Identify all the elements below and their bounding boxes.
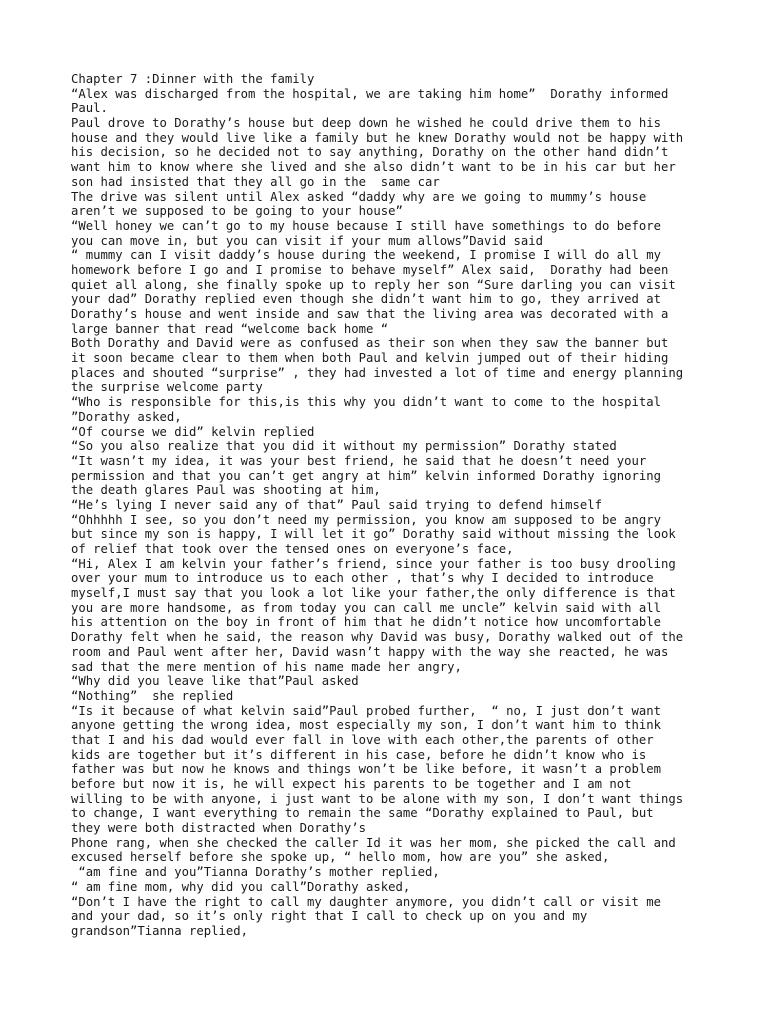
text-line: you can move in, but you can visit if your mum allows”David said [71, 233, 544, 248]
text-line: places and shouted “surprise” , they had invested a lot of time and energy planning [71, 365, 684, 380]
text-line: to change, I want everything to remain the same “Dorathy explained to Paul, but [71, 806, 654, 821]
text-line: “Is it because of what kelvin said”Paul probed further, “ no, I just don’t want [71, 703, 662, 718]
text-line: Paul. [71, 101, 108, 116]
text-line: “So you also realize that you did it without my permission” Dorathy stated [71, 439, 617, 454]
text-line: myself,I must say that you look a lot like your father,the only difference is that [71, 586, 676, 601]
text-line: room and Paul went after her, David wasn’t happy with the way she reacted, he was [71, 644, 669, 659]
text-line: “am fine and you”Tianna Dorathy’s mother replied, [71, 865, 440, 880]
text-line: large banner that read “welcome back home “ [71, 321, 389, 336]
text-line: “Who is responsible for this,is this why you didn’t want to come to the hospital [71, 395, 662, 410]
text-line: kids are together but it’s different in his case, before he didn’t know who is [71, 747, 647, 762]
text-line: his attention on the boy in front of him that he didn’t notice how uncomfortable [71, 615, 662, 630]
text-line: excused herself before she spoke up, “ hello mom, how are you” she asked, [71, 850, 610, 865]
text-line: permission and that you can’t get angry at him” kelvin informed Dorathy ignoring [71, 468, 662, 483]
text-line: “Nothing” she replied [71, 688, 234, 703]
text-line: grandson”Tianna replied, [71, 923, 249, 938]
text-line: want him to know where she lived and she also didn’t want to be in his car but her [71, 160, 676, 175]
text-line: and your dad, so it’s only right that I call to check up on you and my [71, 909, 588, 924]
text-line: “Ohhhhh I see, so you don’t need my permission, you know am supposed to be angry [71, 512, 662, 527]
text-line: “Well honey we can’t go to my house because I still have somethings to do before [71, 218, 662, 233]
text-line: The drive was silent until Alex asked “daddy why are we going to mummy’s house [71, 189, 647, 204]
document-page [71, 72, 731, 939]
text-line: you are more handsome, as from today you can call me uncle” kelvin said with all [71, 600, 662, 615]
chapter-title: Chapter 7 :Dinner with the family [71, 72, 315, 86]
text-line: father was but now he knows and things won’t be like before, it wasn’t a problem [71, 762, 662, 777]
text-line: it soon became clear to them when both Paul and kelvin jumped out of their hiding [71, 351, 669, 366]
text-line: Phone rang, when she checked the caller Id it was her mom, she picked the call and [71, 835, 676, 850]
text-line: but since my son is happy, I will let it go” Dorathy said without missing the look [71, 527, 676, 542]
text-line: his decision, so he decided not to say anything, Dorathy on the other hand didn’t [71, 145, 669, 160]
text-line: before but now it is, he will expect his parents to be together and I am not [71, 777, 632, 791]
text-line: quiet all along, she finally spoke up to reply her son “Sure darling you can visit [71, 277, 676, 292]
text-line: your dad” Dorathy replied even though she didn’t want him to go, they arrived at [71, 292, 662, 307]
text-line: “Don’t I have the right to call my daughter anymore, you didn’t call or visit me [71, 894, 662, 909]
text-line: of relief that took over the tensed ones on everyone’s face, [71, 542, 514, 556]
text-line: “Alex was discharged from the hospital, we are taking him home” Dorathy informed [71, 86, 669, 101]
text-line: son had insisted that they all go in the same car [71, 174, 440, 189]
text-line: Paul drove to Dorathy’s house but deep down he wished he could drive them to his [71, 116, 662, 131]
text-line: willing to be with anyone, i just want to be alone with my son, I don’t want things [71, 791, 684, 806]
text-line: “He’s lying I never said any of that” Paul said trying to defend himself [71, 497, 603, 512]
text-line: Dorathy felt when he said, the reason why David was busy, Dorathy walked out of the [71, 630, 684, 645]
text-line: “ mummy can I visit daddy’s house during the weekend, I promise I will do all my [71, 248, 662, 263]
text-line: “Of course we did” kelvin replied [71, 424, 315, 439]
text-line: “ am fine mom, why did you call”Dorathy asked, [71, 879, 411, 894]
text-line: the surprise welcome party [71, 380, 263, 395]
text-line: ”Dorathy asked, [71, 409, 182, 424]
text-line: “It wasn’t my idea, it was your best friend, he said that he doesn’t need your [71, 453, 647, 468]
text-line: that I and his dad would ever fall in love with each other,the parents of other [71, 732, 654, 747]
text-line: they were both distracted when Dorathy’s [71, 821, 367, 836]
text-line: the death glares Paul was shooting at him, [71, 483, 381, 498]
text-line: sad that the mere mention of his name made her angry, [71, 659, 462, 674]
text-line: Both Dorathy and David were as confused as their son when they saw the banner but [71, 336, 669, 351]
text-line: house and they would live like a family but he knew Dorathy would not be happy with [71, 130, 684, 145]
text-line: aren’t we supposed to be going to your house” [71, 204, 403, 219]
text-line: Dorathy’s house and went inside and saw that the living area was decorated with a [71, 307, 669, 321]
text-line: homework before I go and I promise to behave myself” Alex said, Dorathy had been [71, 262, 669, 277]
text-line: “Why did you leave like that”Paul asked [71, 674, 359, 689]
text-line: over your mum to introduce us to each other , that’s why I decided to introduce [71, 571, 654, 586]
text-line: anyone getting the wrong idea, most especially my son, I don’t want him to think [71, 718, 662, 733]
text-line: “Hi, Alex I am kelvin your father’s friend, since your father is too busy drooling [71, 556, 676, 571]
